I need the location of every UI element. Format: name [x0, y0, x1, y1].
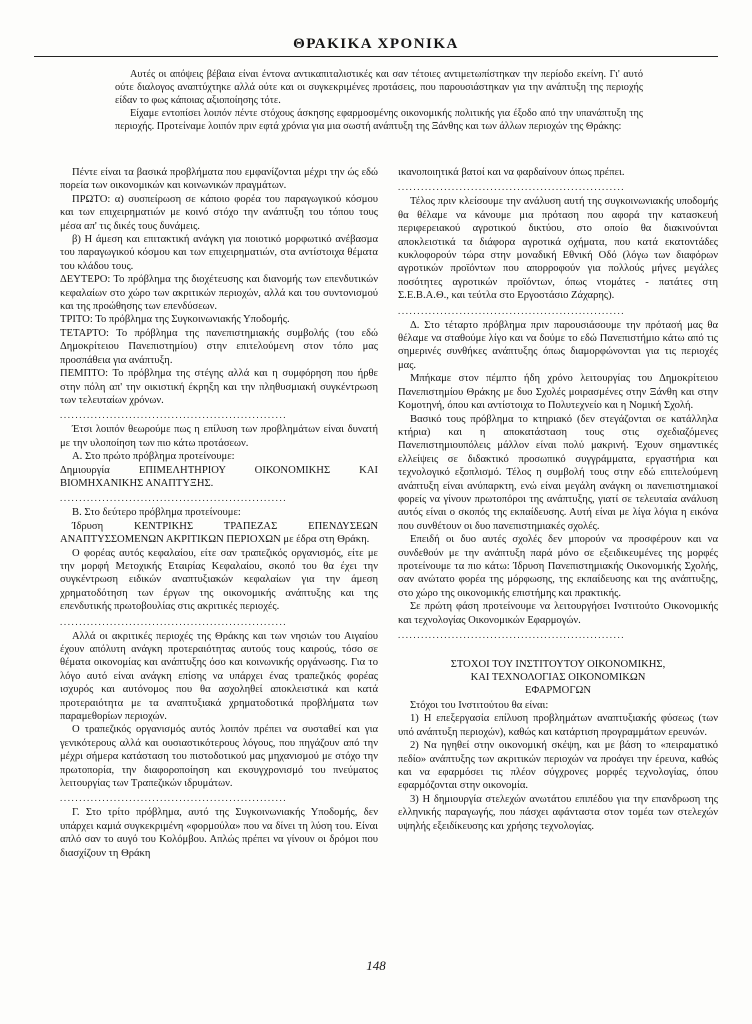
- paragraph: β) Η άμεση και επιτακτική ανάγκη για ποιοτικό μορφωτικό ανέβασμα του παραγωγικού κόσμου και των επιχειρηματιών, στα αντίστοιχα θέματα του κλάδου τους.: [60, 234, 378, 272]
- paragraph: Επειδή οι δυο αυτές σχολές δεν μπορούν να προσφέρουν και να συνδεθούν με την ανάπτυξη παρά μόνο σε εξειδικευμένες της μορφές προτείνουμε τα πιο κάτω: Ίδρυση Πανεπιστημιακής Οικονομικής Σχολής, σαν ανώτατο φορέα της μόρφωσης, της εκπαίδευσης και της ανάπτυξης, στο χώρο της οικονομικής επιστήμης και πρακτικής.: [398, 534, 718, 599]
- paragraph: Σε πρώτη φάση προτείνουμε να λειτουργήσει Ινστιτούτο Οικονομικής και τεχνολογίας Οικονομικών Εφαρμογών.: [398, 601, 718, 626]
- right-column: [398, 166, 718, 833]
- intro-block: [115, 68, 643, 133]
- intro-paragraph: Είχαμε εντοπίσει λοιπόν πέντε στόχους άσκησης εφαρμοσμένης οικονομικής πολιτικής για έξοδο από την υπανάπτυξη της περιοχής. Προτείναμε λοιπόν πριν εφτά χρόνια για μια σωστή ανάπτυξη της Ξάνθης και των άλλων περιοχών της Θράκης:: [115, 108, 643, 132]
- section-separator: ...........................................................: [398, 630, 626, 640]
- section-separator: ...........................................................: [398, 182, 626, 193]
- section-separator: ...........................................................: [60, 493, 288, 504]
- paragraph: Ίδρυση ΚΕΝΤΡΙΚΗΣ ΤΡΑΠΕΖΑΣ ΕΠΕΝΔΥΣΕΩΝ ΑΝΑΠΤΥΣΣΟΜΕΝΩΝ ΑΚΡΙΤΙΚΩΝ ΠΕΡΙΟΧΩΝ με έδρα στη Θράκη.: [60, 520, 378, 546]
- section-heading-line: ΣΤΟΧΟΙ ΤΟΥ ΙΝΣΤΙΤΟΥΤΟΥ ΟΙΚΟΝΟΜΙΚΗΣ,: [450, 659, 666, 670]
- paragraph: 3) Η δημιουργία στελεχών ανωτάτου επιπέδου για την επανδρωση της ελληνικής παραγωγής, που πάσχει αφάνταστα στον τομέα των στελεχών υψηλής εξειδίκευσης και χρήσης τεχνολογίας.: [398, 793, 718, 832]
- paragraph: Ο φορέας αυτός κεφαλαίου, είτε σαν τραπεζικός οργανισμός, είτε με την μορφή Μετοχικής Εταιρίας Κεφαλαίου, σκοπό του θα έχει την συγκέντρωση ειδικών αναπτυξιακών κεφαλαίων για την άμεση χρηματοδότηση των έργων της οικονομικής ανάπτυξης και της επενδυτικής πρωτοβουλίας στις ακριτικές περιοχές.: [60, 547, 378, 613]
- running-head-title: ΘΡΑΚΙΚΑ ΧΡΟΝΙΚΑ: [293, 36, 459, 52]
- paragraph: Έτσι λοιπόν θεωρούμε πως η επίλυση των προβλημάτων είναι δυνατή με την υλοποίηση των πιο κάτω προτάσεων.: [60, 424, 378, 449]
- paragraph: Αλλά οι ακριτικές περιοχές της Θράκης και των νησιών του Αιγαίου έχουν απόλυτη ανάγκη προτεραιότητας αυτούς τους καιρούς, τόσο σε θέματα οικονομίας και ανάπτυξης όσο και κοινωνικής οργάνωσης. Για το λόγο αυτό είναι ανάγκη επίσης να υπάρχει ένας τραπεζικός φορέας ισχυρός και αυτόνομος που θα ασχοληθεί αποκλειστικά και κατά προτεραιότητα με τα αναπτυξιακά χρηματοδοτικά προβλήματα των παραμεθορίων περιοχών.: [60, 630, 378, 723]
- section-separator: ...........................................................: [60, 616, 288, 627]
- section-separator: ...........................................................: [398, 305, 626, 316]
- section-separator: ...........................................................: [60, 793, 288, 804]
- paragraph: ΔΕΥΤΕΡΟ: Το πρόβλημα της διοχέτευσης και διανομής των επενδυτικών κεφαλαίων στο χώρο των ακριτικών περιοχών, αλλά και του συντονισμού και της προώθησης των επενδύσεων.: [60, 274, 378, 313]
- paragraph: Στόχοι του Ινστιτούτου θα είναι:: [410, 700, 549, 711]
- header-rule: [34, 56, 718, 57]
- paragraph: 1) Η επεξεργασία επίλυση προβλημάτων αναπτυξιακής φύσεως (των υπό ανάπτυξη περιοχών), καθώς και κατάρτιση προγραμμάτων ερευνών.: [398, 713, 718, 738]
- paragraph: ΤΕΤΑΡΤΟ: Το πρόβλημα της πανεπιστημιακής συμβολής (του εδώ Δημοκρίτειου Πανεπιστημίου) στην επιτελούμενη στον τόπο μας προσπάθεια για ανάπτυξη.: [60, 327, 378, 366]
- paragraph: ΠΕΜΠΤΟ: Το πρόβλημα της στέγης αλλά και η συμφόρηση που ήρθε στην πόλη απ' την οικιστική έκρηξη και την πληθυσμιακή συγκέντρωση των τελευταίων χρόνων.: [60, 368, 378, 406]
- left-column: [60, 166, 378, 860]
- paragraph: ικανοποιητικά βατοί και να φαρδαίνουν όπως πρέπει.: [398, 167, 625, 178]
- paragraph: Β. Στο δεύτερο πρόβλημα προτείνουμε:: [72, 507, 241, 519]
- section-heading: [398, 658, 718, 697]
- paragraph: Ο τραπεζικός οργανισμός αυτός λοιπόν πρέπει να συσταθεί και για γενικότερους αλλά και ουσιαστικότερους λόγους, που πηγάζουν από την μέχρι σήμερα κατάσταση του πιστοδοτικού μας μηχανισμού με στόχο την πρωτοπορία, την διαφοροποίηση και εκσυγχρονισμό του πνεύματος λειτουργίας των Τραπεζικών ιδρυμάτων.: [60, 724, 378, 790]
- paragraph: Μπήκαμε στον πέμπτο ήδη χρόνο λειτουργίας του Δημοκρίτειου Πανεπιστημίου Θράκης με δυο Σχολές μοιρασμένες στην Ξάνθη και στην Κομοτηνή, όπου και αντίστοιχα το Πολυτεχνείο και η Νομική Σχολή.: [398, 373, 718, 412]
- section-separator: ...........................................................: [60, 410, 288, 421]
- paragraph: Βασικό τους πρόβλημα το κτηριακό (δεν στεγάζονται σε κατάλληλα κτήρια) και η αποκατάσταση τους στις σχεδιαζόμενες Πανεπιστημιουπόλεις μάλλον είναι πολύ μακρινή. Έχουν σημαντικές ελλείψεις σε διδακτικό προσωπικό συγγράμματα, εργαστήρια και τεχνολογικό εξοπλισμό. Τέλος η συμβολή τους στην εδώ επιτελούμενη ανάπτυξη είναι ανύπαρκτη, ενώ είναι μεγάλη ανάγκη οι πανεπιστημιακοί φορείς να γίνουν πρωτοπόροι της ανάπτυξης, γιατί σε τελευταία ανάλυση αυτός είναι ο σκοπός της εκπαίδευσης. Αυτή είναι με λίγα λόγια η εικόνα που συνθέτουν οι δυο πανεπιστημιακές σχολές.: [398, 413, 718, 532]
- page-number: 148: [366, 958, 386, 973]
- paragraph: Γ. Στο τρίτο πρόβλημα, αυτό της Συγκοινωνιακής Υποδομής, δεν υπάρχει καμιά συγκεκριμένη «φορμούλα» που να δίνει τη λύση του. Είναι απλό σαν το αυγό του Κολόμβου. Απλώς πρέπει να γίνουν οι δρόμοι που διασχίζουν τη Θράκη: [60, 807, 378, 859]
- paragraph: 2) Να ηγηθεί στην οικονομική σκέψη, και με βάση το «πειραματικό πεδίο» ανάπτυξης των ακριτικών περιοχών να προάγει την έρευνα, καθώς και να εφαρμόσει τις πλέον σύγχρονες μορφές τεχνολογίας, όπου εφαρμόζονται στην οικονομία.: [398, 740, 718, 792]
- section-heading-line: ΚΑΙ ΤΕΧΝΟΛΟΓΙΑΣ ΟΙΚΟΝΟΜΙΚΩΝ: [470, 672, 646, 683]
- paragraph: ΤΡΙΤΟ: Το πρόβλημα της Συγκοινωνιακής Υποδομής.: [60, 314, 290, 326]
- paragraph: ΠΡΩΤΟ: α) συσπείρωση σε κάποιο φορέα του παραγωγικού κόσμου και των επιχειρηματιών με κοινό στόχο την ανάπτυξη του τόπου τους μέσα απ' τις δικές τους δυνάμεις.: [60, 193, 378, 232]
- paragraph: Δημιουργία ΕΠΙΜΕΛΗΤΗΡΙΟΥ ΟΙΚΟΝΟΜΙΚΗΣ ΚΑΙ ΒΙΟΜΗΧΑΝΙΚΗΣ ΑΝΑΠΤΥΞΗΣ.: [60, 464, 378, 489]
- intro-paragraph: Αυτές οι απόψεις βέβαια είναι έντονα αντικαπιταλιστικές και σαν τέτοιες αντιμετωπίστηκαν την περίοδο εκείνη. Γι' αυτό ούτε διαλογος αναπτύχτηκε αλλά ούτε και οι συγκεκριμένες προτάσεις, που παρουσιάστηκαν για την ανάπτυξη της περιοχής είδαν το φως κάποιας αξιοποίησης τότε.: [115, 69, 643, 106]
- paragraph: Τέλος πριν κλείσουμε την ανάλυση αυτή της συγκοινωνιακής υποδομής θα θέλαμε να κάνουμε μια πρόταση που αφορά την κατασκευή περιφερειακού αγροτικού δικτύου, στο οποίο θα διακινούνται αποκλειστικά τα διάφορα αγροτικά οχήματα, που κατά εκατοντάδες κυκλοφορούν τώρα στην μοναδική Εθνική Οδό (λόγω των διαφόρων αγροτικών προϊόντων που απορροφούν για πολλούς μήνες μεγάλες ποσότητες αγροτικών προϊόντων, όπως ντομάτες - πατάτες στη Σ.Ε.Β.Α.Θ., και τεύτλα στο Εργοστάσιο Ζάχαρης).: [398, 196, 718, 302]
- paragraph: Α. Στο πρώτο πρόβλημα προτείνουμε:: [72, 451, 235, 463]
- paragraph: Δ. Στο τέταρτο πρόβλημα πριν παρουσιάσουμε την πρότασή μας θα θέλαμε να σταθούμε λίγο και να δούμε το εδώ Πανεπιστήμιο κάτω από τις σημερινές συνθήκες ανάπτυξης όπως διαμορφώνονται για τις περιοχές μας.: [398, 319, 718, 371]
- section-heading-line: ΕΦΑΡΜΟΓΩΝ: [525, 685, 591, 696]
- paragraph: Πέντε είναι τα βασικά προβλήματα που εμφανίζονται μέχρι την ώς εδώ πορεία των οικονομικών και κοινωνικών πραγμάτων.: [60, 167, 378, 192]
